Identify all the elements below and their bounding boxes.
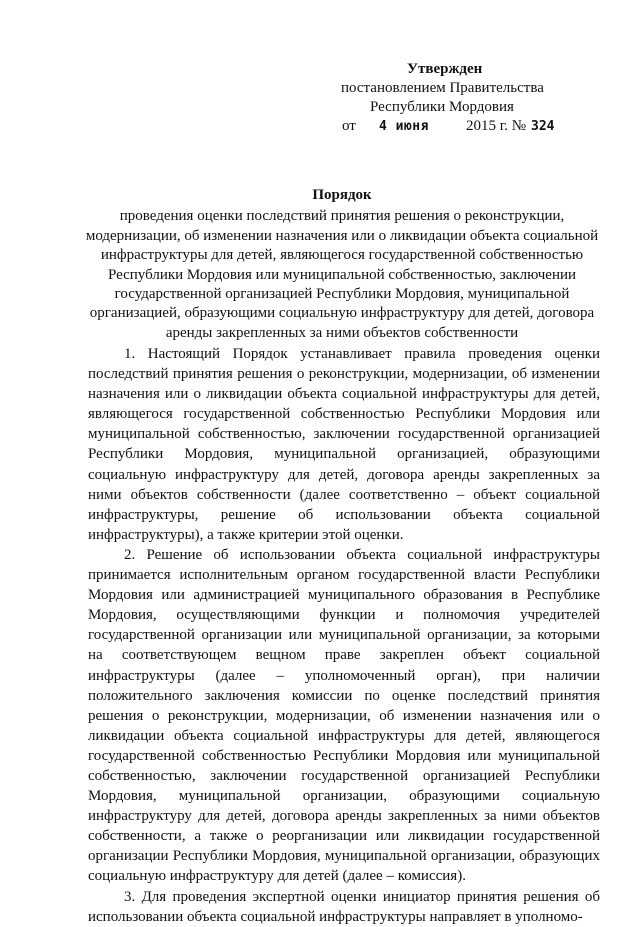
document-title-block — [80, 186, 604, 343]
approval-block — [334, 60, 604, 136]
approval-government-line: Республики Мордовия — [370, 99, 514, 115]
approval-heading: Утвержден — [407, 61, 483, 77]
paragraph-2: 2. Решение об использовании объекта социальной инфраструктуры принимается исполнительным органом государственной власти Республики Мордовия или администрацией муниципального образования в Республике Мордовия, осуществляющими функции и полномочия учредителей государственной организации или муниципальной организации, за которыми на соответствующем вещном праве закреплен объект социальной инфраструктуры (далее – уполномоченный орган), при наличии положительного заключения комиссии по оценке последствий принятия решения о реконструкции, модернизации, об изменении назначения или о ликвидации объекта социальной инфраструктуры для детей, являющегося государственной собственностью Республики Мордовия или муниципальной собственностью, заключении государственной организацией Республики Мордовия, муниципальной организации, образующими социальную инфраструктуру для детей, договора аренды закрепленных за ними объектов собственности, а также о реорганизации или ликвидации государственной организации Республики Мордовия, муниципальной организации, образующих социальную инфраструктуру для детей (далее – комиссия). — [88, 546, 600, 885]
paragraph-1: 1. Настоящий Порядок устанавливает правила проведения оценки последствий принятия решения о реконструкции, модернизации, об изменении назначения или о ликвидации объекта социальной инфраструктуры для детей, являющегося государственной собственностью Республики Мордовия или муниципальной собственностью, заключении государственной организацией Республики Мордовия, муниципальной организацией, образующими социальную инфраструктуру для детей, договора аренды закрепленных за ними объектов собственности (далее соответственно – объект социальной инфраструктуры, решение об использовании объекта социальной инфраструктуры), а также критерии этой оценки. — [88, 346, 600, 543]
document-subtitle: проведения оценки последствий принятия решения о реконструкции, модернизации, об изменении назначения или о ликвидации объекта социальной инфраструктуры для детей, являющегося государственной собственностью Республики Мордовия или муниципальной собственностью, заключении государственной организацией Республики Мордовия, муниципальной организацией, образующими социальную инфраструктуру для детей, договора аренды закрепленных за ними объектов собственности — [85, 208, 599, 341]
resolution-number: 324 — [531, 119, 555, 134]
paragraph-3: 3. Для проведения экспертной оценки инициатор принятия решения об использовании объекта социальной инфраструктуры направляет в уполномо- — [88, 888, 600, 925]
document-title: Порядок — [312, 187, 372, 203]
date-prefix: от — [342, 118, 356, 134]
approval-resolution-line: постановлением Правительства — [341, 80, 544, 96]
approval-year: 2015 г. № — [466, 118, 527, 134]
approval-date: 4 июня — [379, 119, 429, 134]
approval-date-line — [334, 117, 604, 136]
document-body — [88, 344, 600, 927]
